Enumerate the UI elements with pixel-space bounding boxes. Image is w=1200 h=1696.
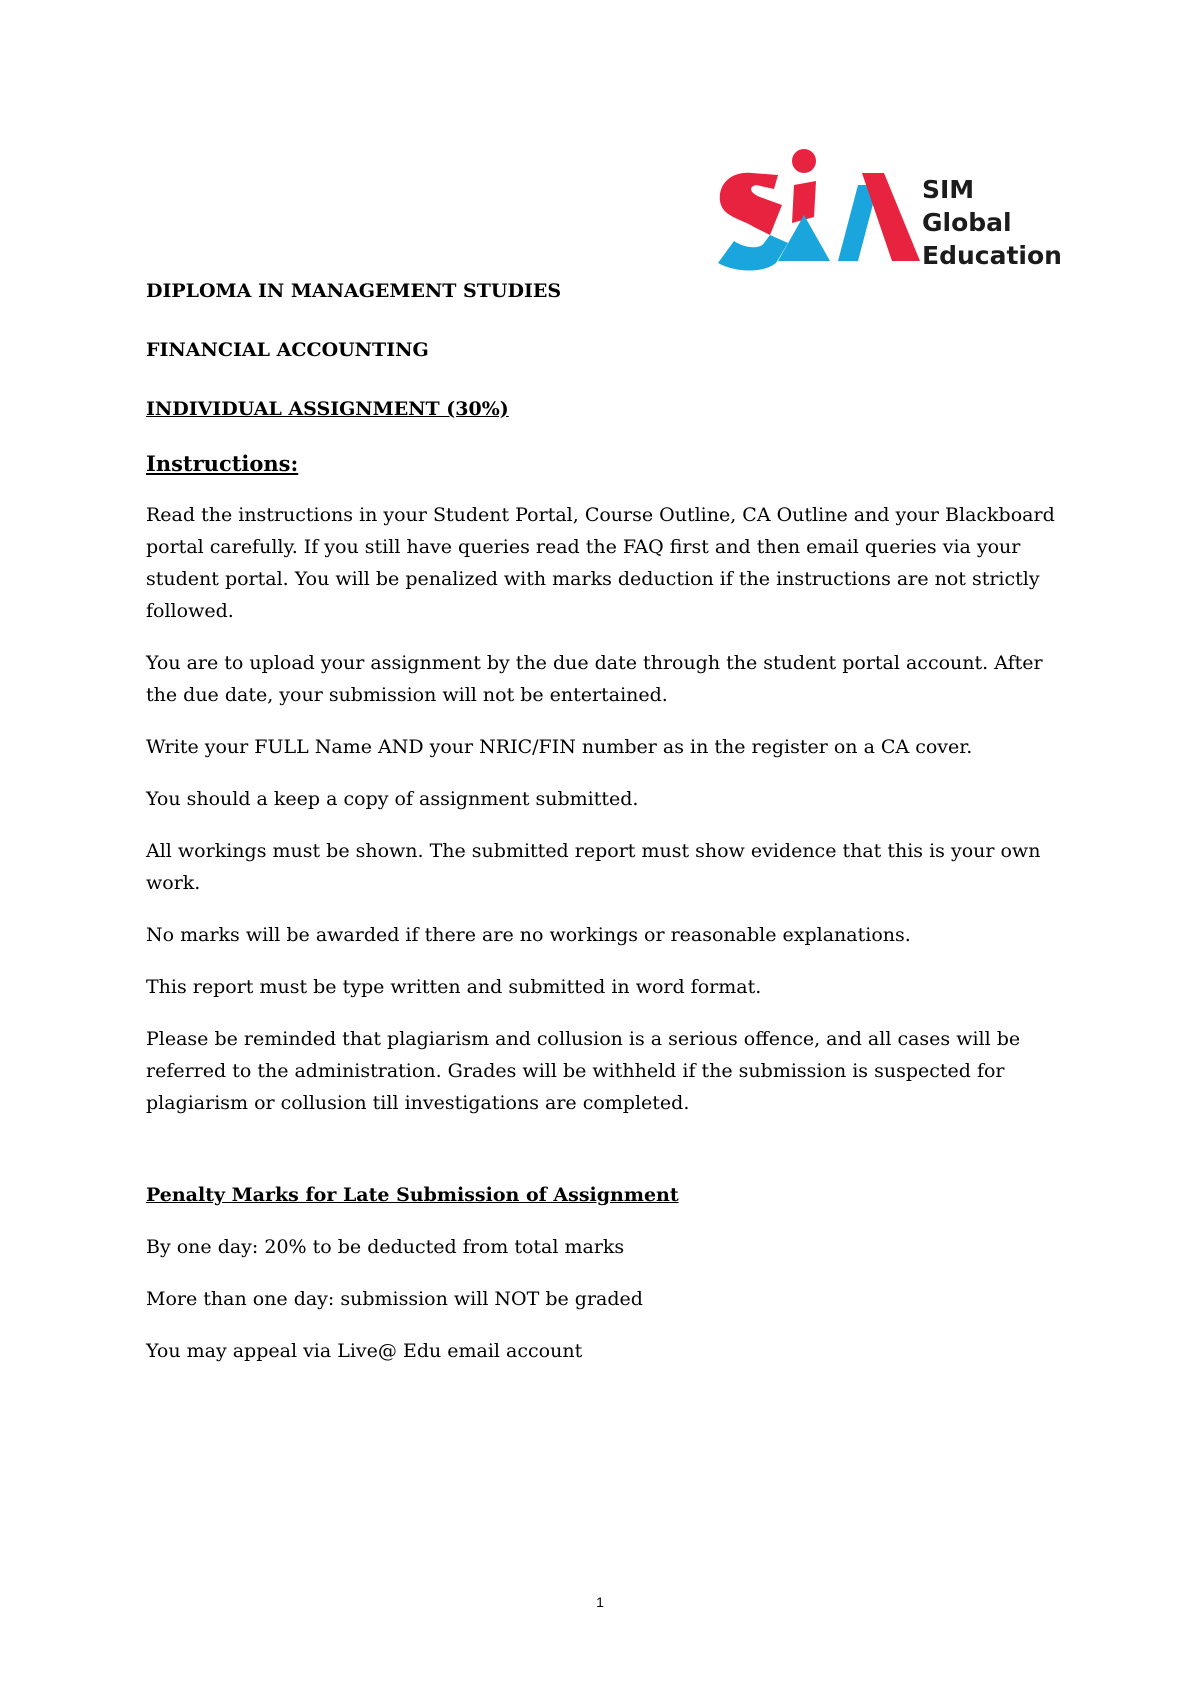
penalty-item: By one day: 20% to be deducted from total marks <box>146 1236 625 1258</box>
course-heading: FINANCIAL ACCOUNTING <box>146 339 429 361</box>
penalty-item: More than one day: submission will NOT be graded <box>146 1288 643 1310</box>
logo-i-dot <box>792 149 816 173</box>
logo-text-education: Education <box>922 241 1062 270</box>
penalty-heading: Penalty Marks for Late Submission of Assignment <box>146 1184 679 1206</box>
document-body <box>146 275 1076 1367</box>
penalty-item: You may appeal via Live@ Edu email account <box>146 1340 583 1362</box>
logo-text-global: Global <box>922 208 1012 237</box>
instruction-paragraph: This report must be type written and submitted in word format. <box>146 976 762 998</box>
logo-wordmark <box>922 173 1062 272</box>
instruction-paragraph: No marks will be awarded if there are no workings or reasonable explanations. <box>146 924 911 946</box>
logo-i-triangle <box>778 215 830 261</box>
instruction-paragraph: Please be reminded that plagiarism and collusion is a serious offence, and all cases will be referred to the administration. Grades will be withheld if the submission is suspected for plagiarism or collusion till investigations are completed. <box>146 1028 1021 1114</box>
program-heading: DIPLOMA IN MANAGEMENT STUDIES <box>146 280 562 302</box>
instruction-paragraph: Write your FULL Name AND your NRIC/FIN number as in the register on a CA cover. <box>146 736 973 758</box>
logo-m-right <box>862 173 920 261</box>
sim-global-education-logo <box>712 145 1082 273</box>
logo-s-shape <box>720 173 782 235</box>
instruction-paragraph: You are to upload your assignment by the due date through the student portal account. After the due date, your submission will not be entertained. <box>146 652 1043 706</box>
logo-text-sim: SIM <box>922 175 975 204</box>
instruction-paragraph: You should a keep a copy of assignment submitted. <box>146 788 639 810</box>
assignment-heading: INDIVIDUAL ASSIGNMENT (30%) <box>146 398 509 420</box>
instructions-heading: Instructions: <box>146 451 299 476</box>
instruction-paragraph: Read the instructions in your Student Portal, Course Outline, CA Outline and your Blackboard portal carefully. If you still have queries read the FAQ first and then email queries via your student portal. You will be penalized with marks deduction if the instructions are not strictly followed. <box>146 504 1055 622</box>
sim-logo-mark <box>712 145 922 273</box>
page-number: 1 <box>596 1594 604 1610</box>
logo-s-lower <box>718 235 788 271</box>
instruction-paragraph: All workings must be shown. The submitted report must show evidence that this is your own work. <box>146 840 1041 894</box>
